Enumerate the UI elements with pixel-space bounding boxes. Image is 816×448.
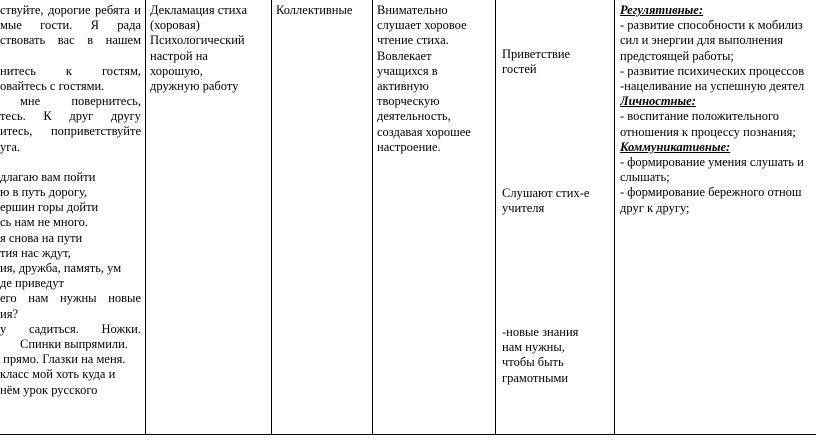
uud-line: - развитие психических процессов [620,63,805,78]
column-divider [495,0,496,435]
content-line: сь нам не много. [0,215,89,230]
student-activity-cell [502,0,613,435]
student-line: -новые знания [502,325,579,339]
student-line: Приветствие [502,47,571,61]
student-line: грамотными [502,370,569,385]
student-line: нам нужны, [502,340,565,355]
regulative-heading: Регулятивные: [620,3,703,17]
student-line: чтобы быть [502,355,564,370]
student-activity-listen [502,186,589,216]
uud-line: - формирование умения слушать и [620,155,804,170]
content-line: мне повернитесь, [20,94,141,109]
method-line: хорошую, [150,63,203,78]
communicative-heading: Коммуникативные: [620,139,731,154]
teacher-line: творческую [377,94,440,109]
content-line: прямо. Глазки на меня. [0,352,126,367]
content-paragraph-greeting [0,3,141,49]
column-divider [372,0,373,435]
content-line: уга. [0,139,21,154]
teacher-line: Вовлекает [377,48,432,63]
content-line: ия? [0,306,18,321]
personal-heading: Личностные: [620,94,696,109]
uud-line: -нацеливание на успешную деятел [620,79,805,94]
content-paragraph-guests [0,64,141,94]
method-line: настрой на [150,48,208,63]
uud-line: сил и энергии для выполнения [620,33,784,48]
method-line: (хоровая) [150,18,200,33]
student-line: учителя [502,201,545,216]
student-line: гостей [502,62,537,77]
content-line: мые гости. Я рада [0,18,141,33]
method-line: Психологический [150,33,245,48]
teacher-line: чтение стиха. [377,33,449,48]
teacher-line: слушает хоровое [377,18,467,33]
content-line: Спинки выпрямили. [20,337,128,352]
column-divider [271,0,272,435]
content-line: ю в путь дорогу, [0,185,88,200]
content-paragraph-poem [0,170,141,398]
teacher-line: создавая хорошее [377,124,471,139]
uud-line: - формирование бережного отнош [620,185,802,200]
content-cell [0,3,141,438]
teacher-activity-cell [377,3,494,438]
form-line: Коллективные [276,3,353,17]
content-line: ия, дружба, память, ум [0,261,122,276]
uud-line: - развитие способности к мобилиз [620,18,803,33]
content-line: овайтесь с гостями. [0,78,105,93]
content-line: ствуйте, дорогие ребята и [0,3,141,17]
column-divider [614,0,615,435]
teacher-line: учащихся в [377,63,438,78]
uud-line: отношения к процессу познания; [620,124,796,139]
method-cell [150,3,270,438]
content-line: класс мой хоть куда и [0,367,116,382]
student-activity-answer [502,325,578,386]
content-line: ствовать вас в нашем [0,33,141,48]
content-line: нём урок русского [0,382,98,397]
method-line: Декламация стиха [150,3,248,17]
content-line: его нам нужны новые [0,291,141,306]
student-activity-greeting [502,47,570,77]
teacher-line: Внимательно [377,3,448,17]
content-line: ершин горы дойти [0,200,99,215]
content-line: тия нас ждут, [0,245,71,260]
content-line: итесь, поприветствуйте [0,124,141,139]
content-paragraph-friends-cont [0,109,141,155]
form-cell [276,3,371,438]
uud-line: предстоящей работы; [620,48,734,63]
teacher-line: деятельность, [377,109,451,124]
content-line: де приведут [0,276,64,291]
content-line: у садиться. Ножки. [0,321,141,336]
student-line: Слушают стих-е [502,186,590,200]
content-line: длагаю вам пойти [0,169,96,184]
column-divider [145,0,146,435]
uud-line: друг к другу; [620,200,690,215]
content-line: тесь. К друг другу [0,109,141,124]
content-line: я снова на пути [0,230,83,245]
uud-line: слышать; [620,170,670,185]
content-line: нитесь к гостям, [0,63,141,78]
uud-cell [620,3,816,438]
method-line: дружную работу [150,79,239,94]
teacher-line: настроение. [377,139,441,154]
uud-line: - воспитание положительного [620,109,780,124]
teacher-line: активную [377,79,429,94]
content-paragraph-friends [0,94,141,109]
